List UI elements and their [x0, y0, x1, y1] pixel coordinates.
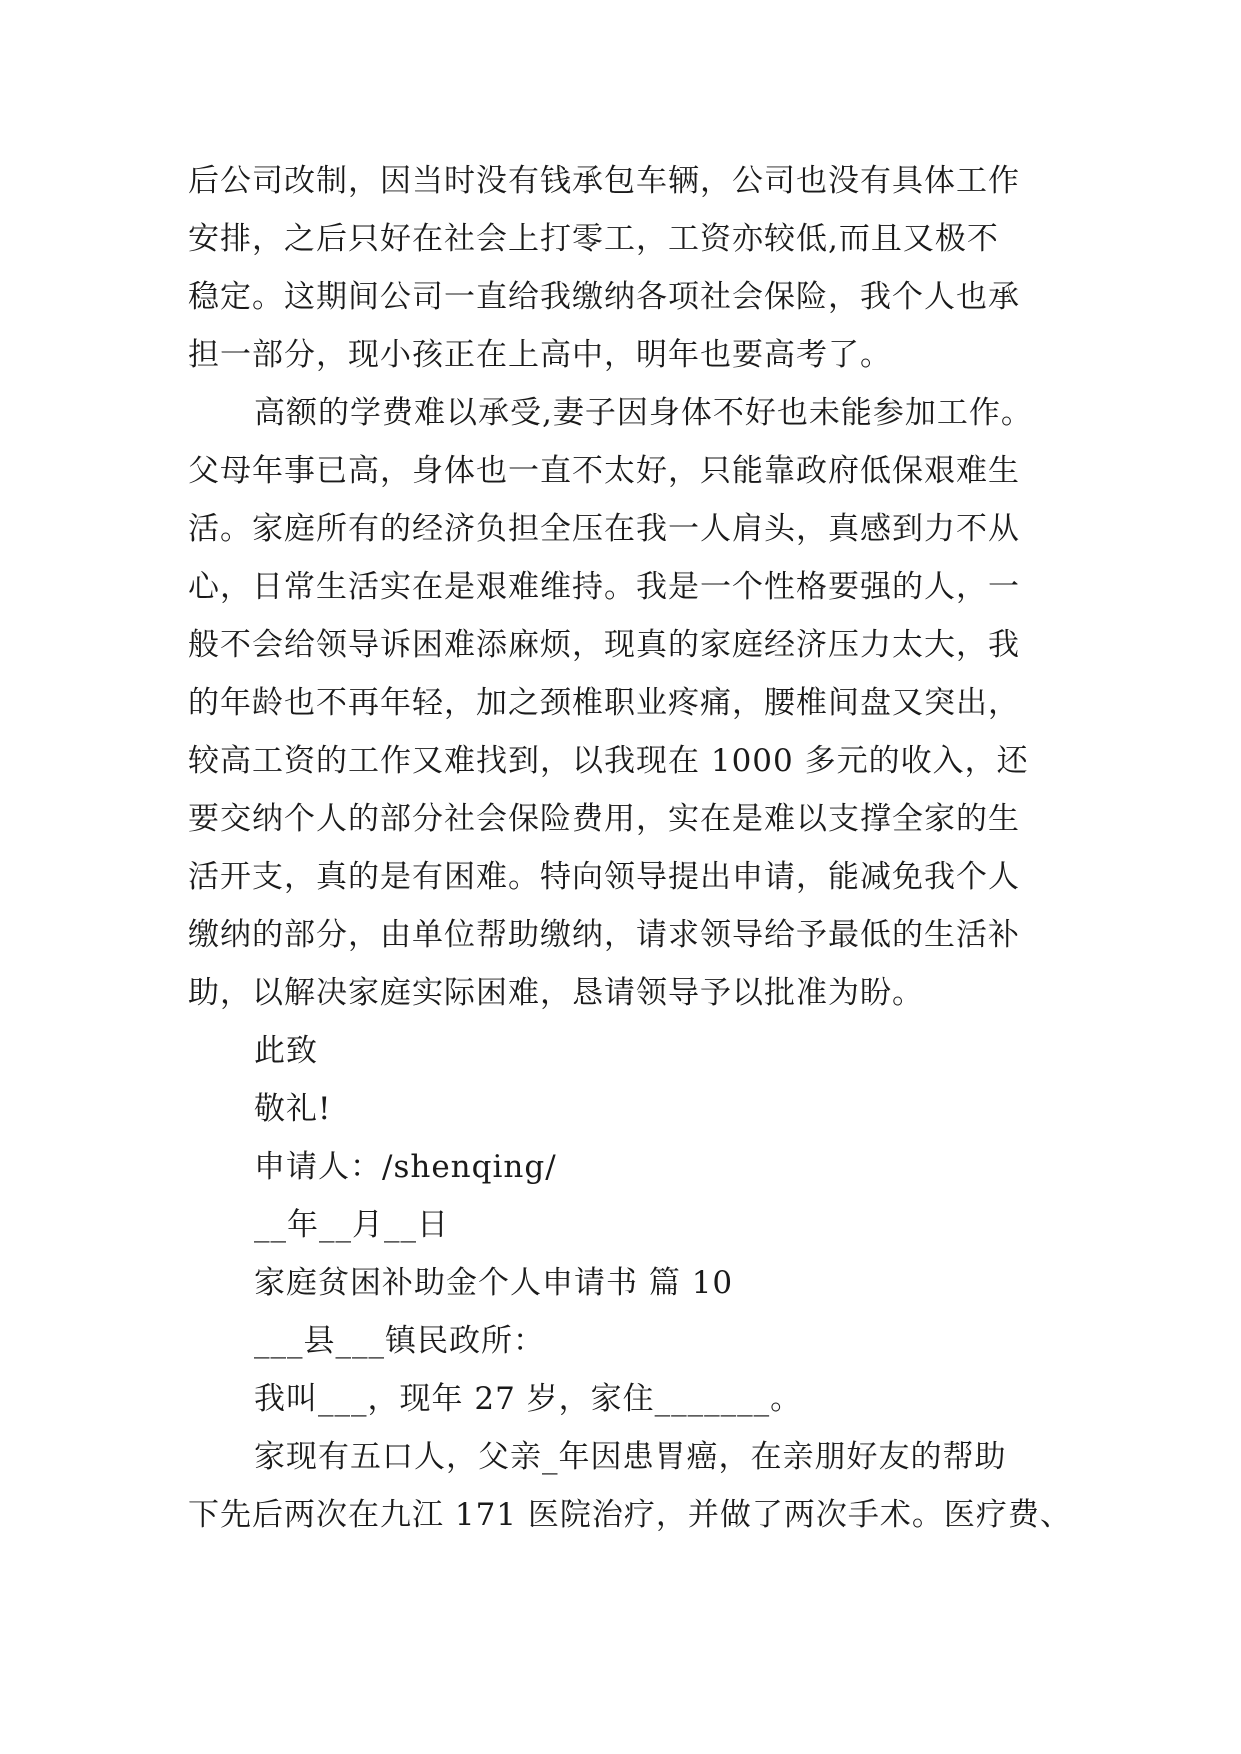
applicant-line: 申请人：/shenqing/ — [254, 1149, 557, 1185]
text-line: 要交纳个人的部分社会保险费用，实在是难以支撑全家的生 — [188, 801, 1020, 837]
date-line: __年__月__日 — [254, 1207, 449, 1243]
closing-regards: 敬礼! — [254, 1091, 332, 1127]
section-title: 家庭贫困补助金个人申请书 篇 10 — [254, 1265, 734, 1301]
text-line: 我叫___，现年 27 岁，家住_______。 — [254, 1381, 803, 1417]
text-line: 父母年事已高，身体也一直不太好，只能靠政府低保艰难生 — [188, 453, 1020, 489]
text-line: 的年龄也不再年轻，加之颈椎职业疼痛，腰椎间盘又突出， — [188, 685, 1020, 721]
text-line: 下先后两次在九江 171 医院治疗，并做了两次手术。医疗费、 — [188, 1497, 1072, 1533]
text-line: 后公司改制，因当时没有钱承包车辆，公司也没有具体工作 — [188, 163, 1020, 199]
document-page — [188, 152, 1072, 1544]
text-line: 般不会给领导诉困难添麻烦，现真的家庭经济压力太大，我 — [188, 627, 1020, 663]
text-line: 家现有五口人，父亲_年因患胃癌，在亲朋好友的帮助 — [254, 1439, 1007, 1475]
text-line: 心，日常生活实在是艰难维持。我是一个性格要强的人，一 — [188, 569, 1020, 605]
text-line: 缴纳的部分，由单位帮助缴纳，请求领导给予最低的生活补 — [188, 917, 1020, 953]
text-line: 安排，之后只好在社会上打零工，工资亦较低,而且又极不 — [188, 221, 999, 257]
text-line: 较高工资的工作又难找到，以我现在 1000 多元的收入，还 — [188, 743, 1029, 779]
text-line: 助，以解决家庭实际困难，恳请领导予以批准为盼。 — [188, 975, 924, 1011]
addressee-line: ___县___镇民政所： — [254, 1323, 545, 1359]
text-line: 高额的学费难以承受,妻子因身体不好也未能参加工作。 — [254, 395, 1033, 431]
text-line: 活。家庭所有的经济负担全压在我一人肩头，真感到力不从 — [188, 511, 1020, 547]
closing-salutation: 此致 — [254, 1033, 318, 1069]
text-line: 稳定。这期间公司一直给我缴纳各项社会保险，我个人也承 — [188, 279, 1020, 315]
text-line: 担一部分，现小孩正在上高中，明年也要高考了。 — [188, 337, 892, 373]
text-line: 活开支，真的是有困难。特向领导提出申请，能减免我个人 — [188, 859, 1020, 895]
